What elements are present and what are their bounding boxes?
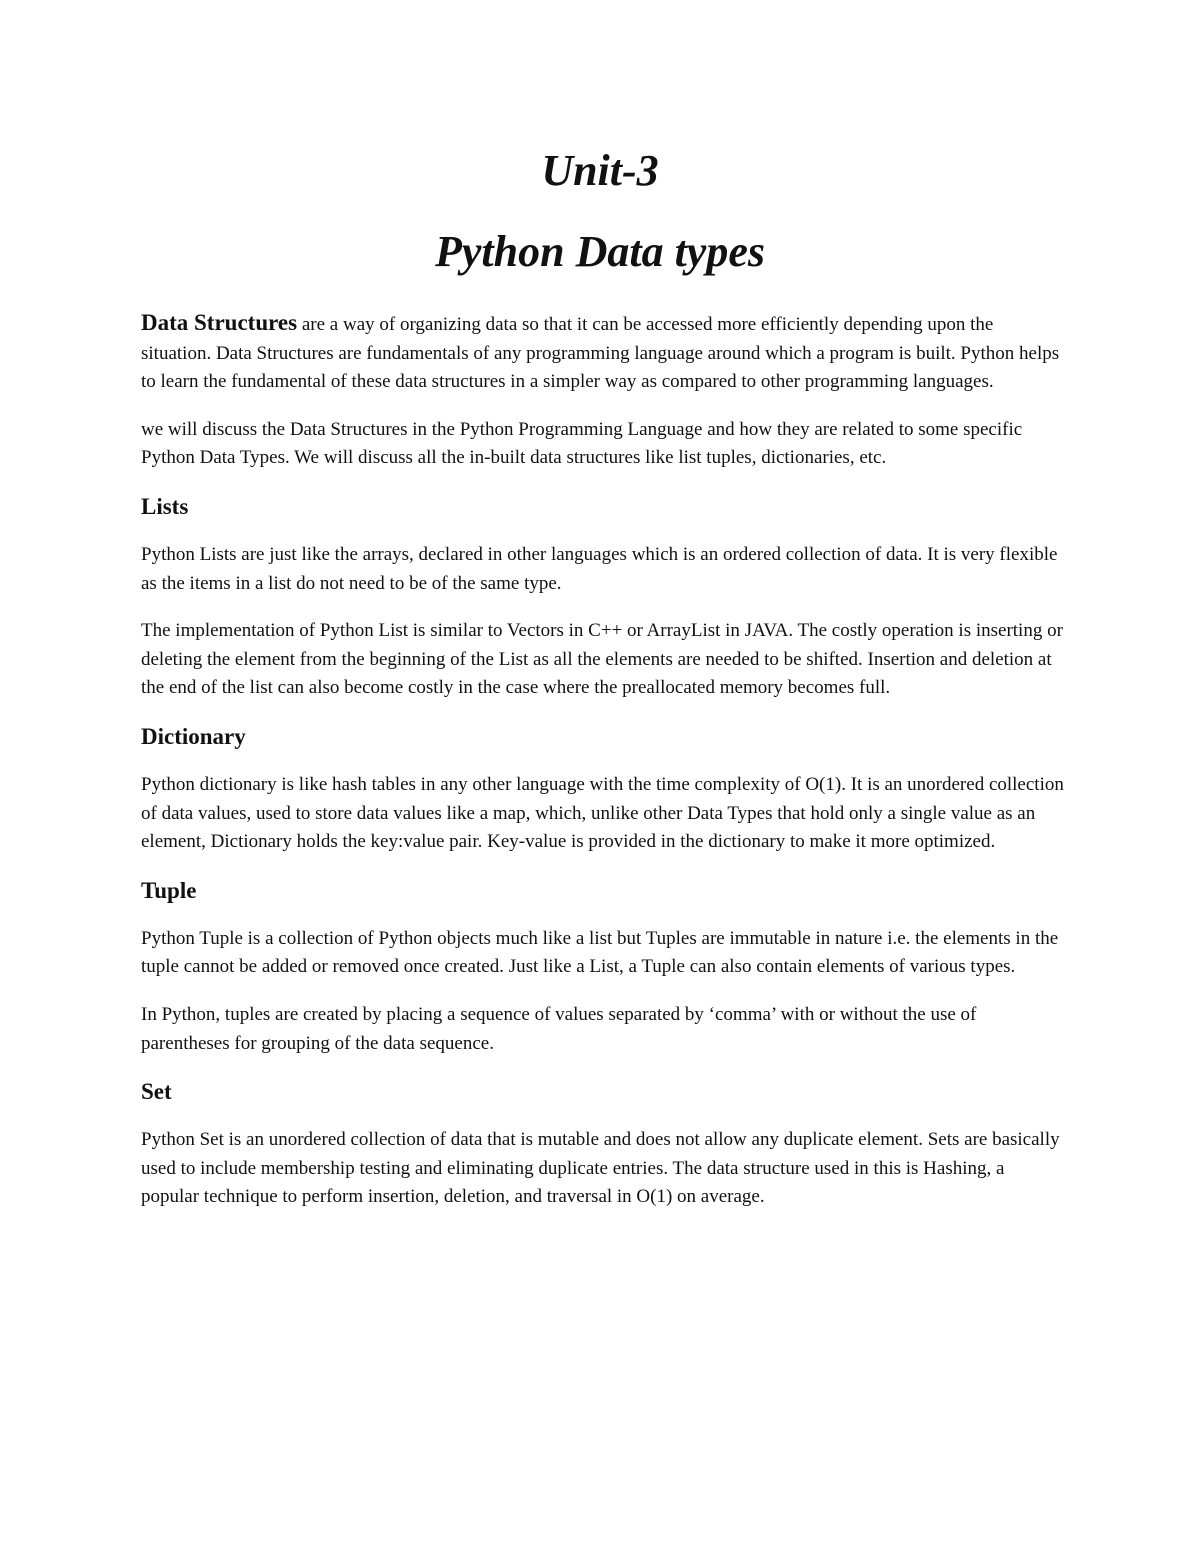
section-heading-tuple: Tuple [141, 877, 197, 903]
section-lists [141, 492, 1066, 703]
section-paragraph: Python Lists are just like the arrays, declared in other languages which is an ordered collection of data. It is very flexible as the items in a list do not need to be of the same type. [141, 543, 1058, 594]
section-paragraph: Python Set is an unordered collection of data that is mutable and does not allow any duplicate element. Sets are basically used to include membership testing and eliminating duplicate entries. The data structure used in this is Hashing, a popular technique to perform insertion, deletion, and traversal in O(1) on average. [141, 1129, 1060, 1208]
intro-lead-term: Data Structures [141, 310, 298, 335]
section-heading-set: Set [141, 1079, 172, 1105]
unit-title: Unit-3 [541, 146, 659, 195]
intro-paragraph [141, 309, 1066, 397]
section-paragraph: Python Tuple is a collection of Python objects much like a list but Tuples are immutable in nature i.e. the elements in the tuple cannot be added or removed once created. Just like a List, a Tuple can also contain elements of various types. [141, 927, 1059, 978]
section-paragraph: In Python, tuples are created by placing a sequence of values separated by ‘comma’ with or without the use of parentheses for grouping of the data sequence. [141, 1003, 977, 1054]
section-paragraph: Python dictionary is like hash tables in any other language with the time complexity of O(1). It is an unordered collection of data values, used to store data values like a map, which, unlike other Data Types that hold only a single value as an element, Dictionary holds the key:value pair. Key-value is provided in the dictionary to make it more optimized. [141, 773, 1064, 853]
section-heading-dictionary: Dictionary [141, 723, 246, 749]
section-paragraph: The implementation of Python List is similar to Vectors in C++ or ArrayList in JAVA. The costly operation is inserting or deleting the element from the beginning of the List as all the elements are needed to be shifted. Insertion and deletion at the end of the list can also become costly in the case where the preallocated memory becomes full. [141, 620, 1063, 699]
section-tuple [141, 876, 1066, 1058]
intro-paragraph-2: we will discuss the Data Structures in the Python Programming Language and how they are related to some specific Python Data Types. We will discuss all the in-built data structures like list tuples, dictionaries, etc. [141, 418, 1023, 469]
document-title: Python Data types [435, 227, 765, 276]
section-set [141, 1077, 1066, 1212]
section-heading-lists: Lists [141, 493, 189, 519]
intro-text: are a way of organizing data so that it can be accessed more efficiently depending upon the situation. Data Structures are fundamentals of any programming language around which a program is built. Python helps to learn the fundamental of these data structures in a simpler way as compared to other programming languages. [141, 314, 1060, 393]
document-body [141, 309, 1066, 1231]
section-dictionary [141, 722, 1066, 857]
